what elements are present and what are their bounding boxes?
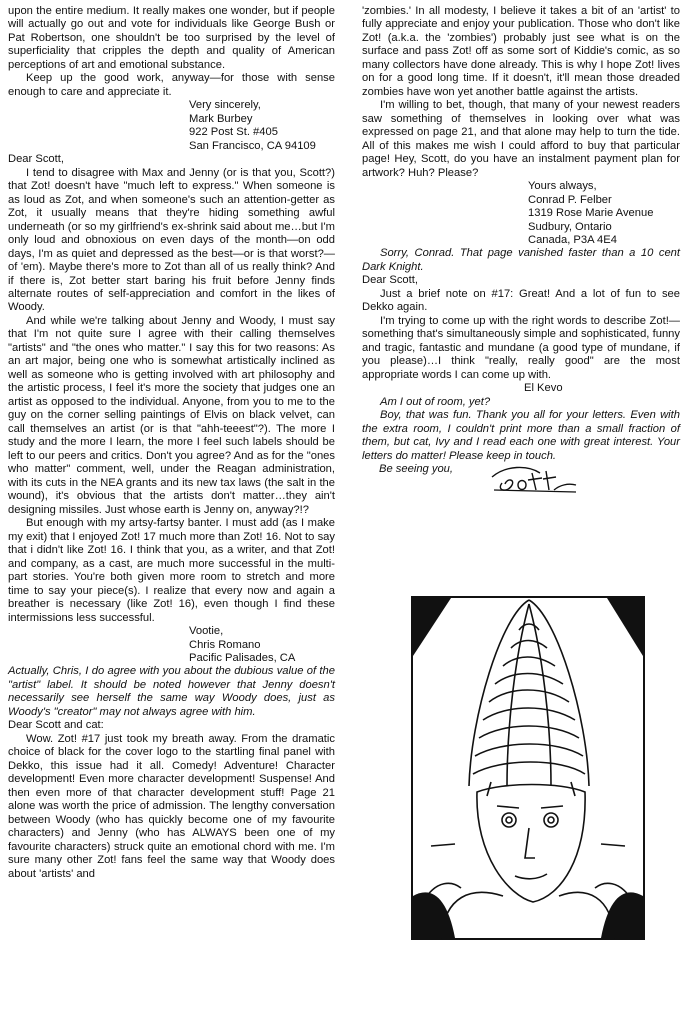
sign-off-row <box>362 463 680 497</box>
author-name: Chris Romano <box>189 638 261 651</box>
letter-romano-p2: And while we're talking about Jenny and Woody, I must say that I'm not quite sure I agree with their calling themselves "artists" and "the ones who matter." I say this for two reasons: As an art major, being one who is somewhat artistically inclined as well as someone who is getting involved with art philosophy and the artistic process, I feel it's more the society that judges one an artist as opposed to the individual. Anyone, from you to me to the guy on the corner selling paintings of Elvis on black velvet, can call themselves an artist (or is that "ahh-teeest"?). The more I study and the more I learn, the more I feel such labels should be left to our peers and critics. Don't you agree? And as for the "ones who matter" comment, well, under the Reagan administration, with its cuts in the NEA grants and its new tax laws (the salt in the wound), it's obvious that the artists don't matter…they ain't designing missiles. Just whose earth is Jenny on, anyway?!? <box>8 314 335 516</box>
editor-note-room: Am I out of room, yet? <box>380 395 491 408</box>
letter-burbey-closing-paragraph: Keep up the good work, anyway—for those with sense enough to care and appreciate it. <box>8 72 335 98</box>
signature-burbey <box>189 99 335 153</box>
closing: Very sincerely, <box>189 99 261 112</box>
letter-felber-p1: Wow. Zot! #17 just took my breath away. From the dramatic choice of black for the cover logo to the startling final panel with Dekko, this issue had it all. Comedy! Adventure! Character development! Even more character development! Suspense! And then even more of that character development stuff! Page 21 alone was worth the price of admission. The lengthy conversation between Woody (who has quickly become one of my favourite characters) and Jenny (who has ALWAYS been one of my favourite characters) struck quite an emotional chord with me. I'm sure many other Zot! fans feel the same way that Woody does about 'artists' and <box>8 732 335 880</box>
signature-felber <box>528 180 680 247</box>
letter-romano-p3: But enough with my artsy-fartsy banter. I must add (as I make my exit) that I enjoyed Zot! 17 much more than Zot! 16. Not to say that i didn't like Zot! 16. I think that you, as a writer, and that Zot! and company, as a cast, are much more successful in the multi-part stories. You're both given more room to stretch and more time to say your piece(s). I realize that every now and again a breather is necessary (like Zot! 16), even though I find these intermissions less successful. <box>8 517 335 624</box>
left-column <box>8 5 335 881</box>
author-street: 1319 Rose Marie Avenue <box>528 207 654 220</box>
dekko-illustration-panel <box>411 596 645 940</box>
editor-reply-romano: Actually, Chris, I do agree with you about the dubious value of the "artist" label. It should be noted however that Jenny doesn't necessarily see herself the same way Woody does, just as Woody's "creator" may not always agree with him. <box>8 665 335 718</box>
scott-signature-scrawl <box>488 463 580 495</box>
author-country: Canada, P3A 4E4 <box>528 234 617 247</box>
letter-burbey-ending: upon the entire medium. It really makes one wonder, but if people will actually go out and vote for individuals like George Bush or Pat Robertson, one shouldn't be too surprised by the level of superficiality that cripples the depth and quality of American perceptions of art and emotional substance. <box>8 5 335 71</box>
letter-felber-continued: 'zombies.' In all modesty, I believe it takes a bit of an 'artist' to fully appreciate and enjoy your publication. Those who don't like Zot! (a.k.a. the 'zombies') probably just see what is on the surface and pass Zot! off as some sort of Kiddie's comic, as so many collectors have done already. This is why I hope Zot! lives on for a good long time. If it doesn't, it'll mean those dreaded zombies have won yet another battle against the artists. <box>362 5 680 98</box>
author-street: 922 Post St. #405 <box>189 126 278 139</box>
salutation-felber: Dear Scott and cat: <box>8 719 104 732</box>
letter-felber-p2: I'm willing to bet, though, that many of your newest readers saw something of themselves in looking over what was expressed on page 21, and that alone may help to turn the tide. All of this makes me wish I could afford to buy that particular page! Hey, Scott, do you have an instalment payment plan for artwork? Huh? Please? <box>362 99 680 179</box>
editor-reply-felber: Sorry, Conrad. That page vanished faster than a 10 cent Dark Knight. <box>362 247 680 273</box>
signature-romano <box>189 625 335 665</box>
author-name: Mark Burbey <box>189 112 253 125</box>
letter-romano-p1: I tend to disagree with Max and Jenny (or is that you, Scott?) that Zot! doesn't have "much left to express." When someone is as loud as Zot, and when someone's such an attention-getter as Zot, it usually means that they're hiding something awful underneath (or so my girlfriend's ex-shrink said about me…but I'm only loud and obnoxious on even days of the month—on odd days, I'm as quiet and depressed as the best—or is that worst?—of 'em). Maybe there's more to Zot than all of us really think? And if there is, Zot better start baring his fruit before Jenny finds alternate routes of self-appreciation and comfort in the likes of Woody. <box>8 166 335 314</box>
letter-kevo-p2: I'm trying to come up with the right words to describe Zot!—something that's simultaneously simple and sophisticated, funny and tragic, fantastic and mundane (a good type of mundane, if you please)…I think "really, really good" are the most appropriate words I can come up with. <box>362 314 680 381</box>
salutation-kevo: Dear Scott, <box>362 274 418 287</box>
be-seeing-you: Be seeing you, <box>379 463 454 476</box>
salutation-romano: Dear Scott, <box>8 153 64 166</box>
signature-kevo: El Kevo <box>524 382 563 395</box>
closing: Vootie, <box>189 625 224 638</box>
author-name: Conrad P. Felber <box>528 193 612 206</box>
letter-kevo-p1: Just a brief note on #17: Great! And a lot of fun to see Dekko again. <box>362 287 680 314</box>
author-place: Pacific Palisades, CA <box>189 651 296 664</box>
right-column <box>362 5 680 497</box>
author-city: San Francisco, CA 94109 <box>189 139 316 152</box>
author-city: Sudbury, Ontario <box>528 220 612 233</box>
closing: Yours always, <box>528 180 597 193</box>
editor-closing: Boy, that was fun. Thank you all for your letters. Even with the extra room, I couldn't print more than a small fraction of them, but cat, Ivy and I read each one with great interest. Your letters do matter! Please keep in touch. <box>362 409 680 462</box>
